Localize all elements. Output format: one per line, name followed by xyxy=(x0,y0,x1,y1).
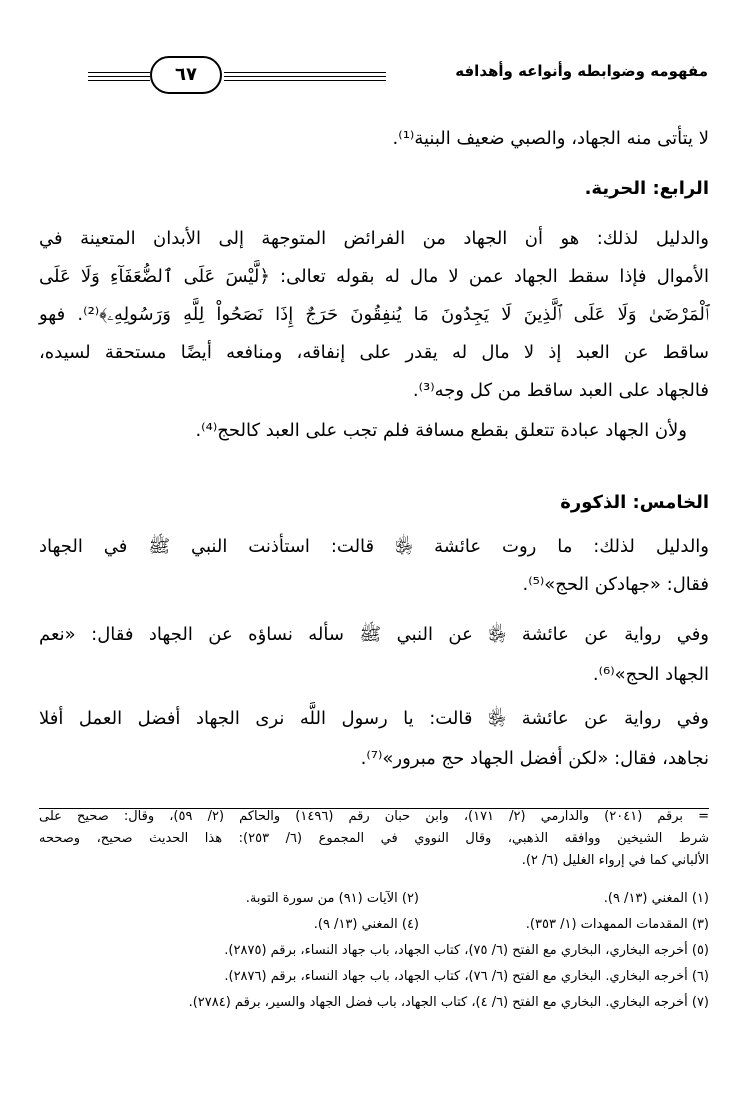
text-line: ساقط عن العبد إذ لا مال له يقدر على إنفاقه، ومنافعه أيضًا مستحقة لسيده، xyxy=(39,342,709,363)
footnote-1: (١) المغني (١٣/ ٩). xyxy=(603,891,709,906)
text-line: ولأن الجهاد عبادة تتعلق بقطع مسافة فلم تجب على العبد كالحج⁽⁴⁾. xyxy=(195,420,687,441)
footnote-line: شرط الشيخين ووافقه الذهبي، وقال النووي في المجموع (٦/ ٢٥٣): هذا الحديث صحيح، وصححه xyxy=(39,831,710,846)
text-line: ٱلْمَرْضَىٰ وَلَا عَلَى ٱلَّذِينَ لَا يَجِدُونَ مَا يُنفِقُونَ حَرَجٌ إِذَا نَصَحُواْ لِلَّهِ وَرَسُولِهِۦ﴾⁽²⁾. فهو xyxy=(39,304,709,325)
text-line: فقال: «جهادكن الحج»⁽⁵⁾. xyxy=(522,574,709,595)
header-title: مفهومه وضوابطه وأنواعه وأهدافه xyxy=(455,62,708,80)
text-line: والدليل لذلك: ما روت عائشة ﵂ قالت: استأذنت النبي ﷺ في الجهاد xyxy=(39,536,709,557)
footnote-line: الألباني كما في إرواء الغليل (٦/ ٢). xyxy=(521,853,709,868)
text-line: فالجهاد على العبد ساقط من كل وجه⁽³⁾. xyxy=(412,380,709,401)
header-rule xyxy=(224,80,386,81)
header-rule xyxy=(224,72,386,73)
header-rule xyxy=(88,76,150,77)
text-line: والدليل لذلك: هو أن الجهاد من الفرائض المتوجهة إلى الأبدان المتعينة في xyxy=(39,228,709,249)
header-rule xyxy=(224,76,386,77)
text-line: وفي رواية عن عائشة ﵂ عن النبي ﷺ سأله نساؤه عن الجهاد فقال: «نعم xyxy=(39,624,709,645)
footnote-line: = برقم (٢٠٤١) والدارمي (٢/ ١٧١)، وابن حبان رقم (١٤٩٦) والحاكم (٢/ ٥٩)، وقال: صحيح على xyxy=(39,809,710,824)
footnote-5: (٥) أخرجه البخاري، البخاري مع الفتح (٦/ ٧٥)، كتاب الجهاد، باب جهاد النساء، برقم (٢٨٧٥). xyxy=(224,943,709,958)
text-line: وفي رواية عن عائشة ﵂ قالت: يا رسول اللَّه نرى الجهاد أفضل العمل أفلا xyxy=(39,708,709,729)
running-header xyxy=(88,50,708,102)
header-rule xyxy=(88,72,150,73)
footnote-2: (٢) الآيات (٩١) من سورة التوبة. xyxy=(245,891,419,906)
header-rule xyxy=(88,80,150,81)
text-line: نجاهد، فقال: «لكن أفضل الجهاد حج مبرور»⁽⁷⁾. xyxy=(360,748,709,769)
footnote-4: (٤) المغني (١٣/ ٩). xyxy=(313,917,419,932)
footnote-6: (٦) أخرجه البخاري. البخاري مع الفتح (٦/ ٧٦)، كتاب الجهاد، باب جهاد النساء، برقم (٢٨٧٦). xyxy=(224,969,709,984)
text-line: الجهاد الحج»⁽⁶⁾. xyxy=(592,664,709,685)
text-line: لا يتأتى منه الجهاد، والصبي ضعيف البنية⁽¹⁾. xyxy=(392,128,709,149)
footnote-3: (٣) المقدمات الممهدات (١/ ٣٥٣). xyxy=(525,917,709,932)
section-heading: الرابع: الحرية. xyxy=(584,178,709,199)
page-number: ٦٧ xyxy=(150,56,222,94)
section-heading: الخامس: الذكورة xyxy=(560,492,709,513)
footnote-7: (٧) أخرجه البخاري. البخاري مع الفتح (٦/ ٤)، كتاب الجهاد، باب فضل الجهاد والسير، برقم (٢٧٨٤). xyxy=(188,995,709,1010)
text-line: الأموال فإذا سقط الجهاد عمن لا مال له بقوله تعالى: ﴿لَّيْسَ عَلَى ٱلضُّعَفَآءِ وَلَا عَلَى xyxy=(39,266,709,287)
